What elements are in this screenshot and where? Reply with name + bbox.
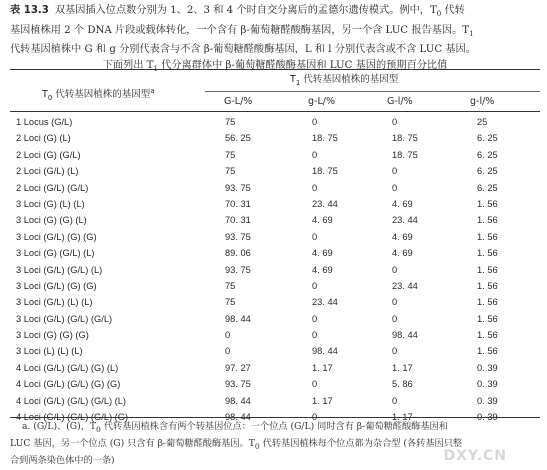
table-row: [10, 262, 540, 278]
percent-cell: 0: [312, 117, 318, 127]
percent-cell: 1. 17: [392, 412, 413, 423]
percent-cell: 4. 69: [312, 264, 333, 275]
genotype-cell: 4 Loci (G/L) (G/L) (G/L) (L): [16, 395, 127, 406]
footnote-line1-sub: 0: [96, 424, 101, 434]
percent-cell: 98. 44: [225, 313, 251, 324]
genotype-cell: 3 Loci (G/L) (G/L) (G/L): [16, 313, 113, 324]
percent-cell: 0. 39: [477, 379, 498, 390]
percent-cell: 0: [392, 166, 398, 177]
percent-cell: 4. 69: [392, 198, 413, 209]
table-row: [10, 393, 540, 409]
genotype-cell: 4 Loci (G/L) (G/L) (G) (L): [16, 362, 119, 373]
genotype-cell: 3 Loci (G) (L) (L): [16, 198, 85, 209]
percent-cell: 1. 56: [477, 198, 498, 209]
percent-cell: 0: [392, 395, 398, 406]
table-top-rule: [10, 69, 540, 70]
caption-line1-end: 代转: [441, 5, 465, 16]
table-row: [10, 229, 540, 245]
percent-cell: 75: [225, 166, 236, 177]
genotype-cell: 2 Loci (G/L) (G/L): [16, 182, 89, 193]
percent-cell: 6. 25: [477, 149, 498, 160]
genotype-cell: 3 Loci (G) (G) (G): [16, 330, 89, 341]
percent-cell: 18. 75: [312, 133, 338, 144]
genotype-cell: 4 Loci (G/L) (G/L) (G) (G): [16, 379, 121, 390]
percent-cell: 18. 75: [392, 133, 418, 144]
genotype-cell: 3 Loci (L) (L) (L): [16, 346, 83, 357]
table-number: 表 13.3: [10, 5, 49, 16]
percent-cell: 0: [225, 346, 231, 357]
percent-cell: 97. 27: [225, 362, 251, 373]
percent-cell: 1. 56: [477, 297, 498, 308]
percent-cell: 0. 39: [477, 412, 498, 423]
table-row: [10, 212, 540, 228]
col0-b: 代转基因植株的基因型: [52, 89, 151, 101]
percent-cell: 4. 69: [392, 248, 413, 259]
percent-cell: 98. 44: [392, 330, 418, 341]
caption-line4-a: 下面列出 T: [102, 59, 154, 71]
col-header-gl-lower-g: g-L/%: [308, 96, 335, 107]
percent-cell: 75: [225, 280, 236, 291]
percent-cell: 75: [225, 117, 236, 127]
percent-cell: 1. 56: [477, 280, 498, 291]
table-row: [10, 196, 540, 212]
genotype-cell: 3 Loci (G) (G) (L): [16, 215, 87, 226]
percent-cell: 0: [312, 330, 318, 341]
percent-cell: 6. 25: [477, 166, 498, 177]
percent-cell: 6. 25: [477, 182, 498, 193]
table-row: [10, 294, 540, 310]
percent-cell: 93. 75: [225, 231, 251, 242]
percent-cell: 0. 39: [477, 362, 498, 373]
footnote-line2-b: 代转基因植株每个位点都为杂合型 (各转基因只整: [259, 437, 463, 449]
genotype-cell: 1 Locus (G/L): [16, 117, 73, 127]
percent-cell: 1. 56: [477, 248, 498, 259]
col-header-g-l-lower: g-l/%: [470, 96, 495, 107]
percent-cell: 23. 44: [312, 297, 338, 308]
table-row: [10, 360, 540, 376]
genotype-cell: 3 Loci (G/L) (G) (G): [16, 280, 97, 291]
percent-cell: 6. 25: [477, 133, 498, 144]
footnote-line2-a: LUC 基因，另一个位点 (G) 只含有 β-葡萄糖醛酸酶基因。T: [10, 437, 255, 449]
percent-cell: 18. 75: [392, 149, 418, 160]
genotype-cell: 2 Loci (G) (L): [16, 133, 71, 144]
percent-cell: 0: [392, 117, 398, 127]
percent-cell: 0: [392, 182, 398, 193]
percent-cell: 0: [312, 182, 318, 193]
table-row: [10, 327, 540, 343]
percent-cell: 98. 44: [312, 346, 338, 357]
table-row: [10, 180, 540, 196]
percent-cell: 1. 56: [477, 231, 498, 242]
col-header-g-lower-l: G-l/%: [387, 96, 413, 107]
percent-cell: 23. 44: [392, 215, 418, 226]
percent-cell: 0: [312, 379, 318, 390]
group-b: 代转基因植株的基因型: [300, 74, 399, 85]
percent-cell: 1. 56: [477, 264, 498, 275]
table-row: [10, 278, 540, 294]
caption-line4-sub: 1: [153, 64, 158, 73]
percent-cell: 93. 75: [225, 264, 251, 275]
footnote-line1-b: 代转基因植株含有两个转基因位点：一个位点 (G/L) 同时含有 β-葡萄糖醛酸酶基因和: [100, 421, 448, 432]
percent-cell: 93. 75: [225, 379, 251, 390]
table-bottom-rule: [10, 417, 540, 418]
caption-line2-sub: 1: [469, 29, 474, 38]
table-row: [10, 114, 540, 130]
percent-cell: 0: [312, 231, 318, 242]
percent-cell: 1. 56: [477, 346, 498, 357]
caption-line4: [10, 58, 540, 78]
table-row: [10, 245, 540, 261]
caption-line1-sub: 0: [436, 10, 442, 19]
percent-cell: 98. 44: [225, 412, 251, 423]
percent-cell: 4. 69: [312, 248, 333, 259]
col0-sup: a: [150, 87, 155, 95]
percent-cell: 56. 25: [225, 133, 251, 144]
percent-cell: 0: [312, 412, 318, 423]
table-row: [10, 163, 540, 179]
footnote-line3: 合到两条染色体中的一条): [10, 454, 115, 466]
percent-cell: 0: [392, 313, 398, 324]
footnote-line1: a. (G/L)、(G)，T: [22, 421, 97, 432]
percent-cell: 18. 75: [312, 166, 338, 177]
caption-line2: 基因植株用 2 个 DNA 片段或载体转化，一个含有 β-葡萄糖醛酸酶基因，另一个含 LUC 报告基因。T: [10, 24, 470, 36]
percent-cell: 0: [225, 330, 231, 341]
table-row: [10, 311, 540, 327]
percent-cell: 0: [312, 149, 318, 160]
genotype-cell: 3 Loci (G/L) (L) (L): [16, 297, 93, 308]
genotype-cell: 3 Loci (G/L) (G) (G): [16, 231, 97, 242]
percent-cell: 93. 75: [225, 182, 251, 193]
footnote-line2-sub: 0: [254, 441, 260, 451]
table-row: [10, 343, 540, 359]
genotype-cell: 2 Loci (G) (G/L): [16, 149, 81, 160]
percent-cell: 25: [477, 117, 488, 127]
percent-cell: 23. 44: [392, 280, 418, 291]
col0-a: T: [42, 89, 48, 101]
genotype-column-header: [42, 85, 155, 104]
watermark: DXY.CN: [443, 448, 507, 464]
percent-cell: 5. 86: [392, 379, 413, 390]
percent-cell: 89. 06: [225, 248, 251, 259]
genotype-cell: 4 Loci (G/L) (G/L) (G/L) (G): [16, 412, 129, 423]
percent-cell: 0: [392, 297, 398, 308]
percent-cell: 1. 17: [312, 362, 333, 373]
percent-cell: 23. 44: [312, 198, 338, 209]
percent-cell: 4. 69: [312, 215, 333, 226]
percent-cell: 0: [392, 264, 398, 275]
percent-cell: 75: [225, 149, 236, 160]
percent-cell: 1. 56: [477, 313, 498, 324]
percent-cell: 0: [312, 280, 318, 291]
percent-cell: 1. 17: [392, 362, 413, 373]
group-sub: 1: [295, 78, 301, 87]
group-a: T: [290, 74, 296, 85]
table-row: [10, 376, 540, 392]
table-row: [10, 147, 540, 163]
col-header-g-l: G-L/%: [224, 96, 253, 107]
percent-cell: 1. 56: [477, 330, 498, 341]
percent-cell: 4. 69: [392, 231, 413, 242]
table-row: [10, 130, 540, 146]
caption-line4-b: 代分离群体中 β-葡萄糖醛酸酶基因和 LUC 基因的预期百分比值: [157, 59, 448, 71]
percent-cell: 75: [225, 297, 236, 308]
genotype-cell: 2 Loci (G/L) (L): [16, 166, 79, 177]
genotype-cell: 3 Loci (G) (G/L) (L): [16, 248, 95, 259]
genotype-cell: 3 Loci (G/L) (G/L) (L): [16, 264, 103, 275]
percent-cell: 70. 31: [225, 215, 251, 226]
caption-line1: 双基因插入位点数分别为 1、2、3 和 4 个时自交分离后的孟德尔遗传模式。例中，T: [54, 5, 437, 16]
percent-cell: 1. 17: [312, 395, 333, 406]
group-header-rule: [205, 91, 540, 92]
percent-cell: 98. 44: [225, 395, 251, 406]
header-bottom-rule: [10, 111, 540, 112]
t1-genotype-group-header: [290, 74, 398, 89]
percent-cell: 0: [312, 313, 318, 324]
percent-cell: 0: [392, 346, 398, 357]
table-caption: [10, 3, 540, 77]
percent-cell: 1. 56: [477, 215, 498, 226]
percent-cell: 0. 39: [477, 395, 498, 406]
caption-line3: 代转基因植株中 G 和 g 分别代表含与不含 β-葡萄糖醛酸酶基因，L 和 l 分别代表含或不含 LUC 基因。: [10, 44, 476, 56]
col0-sub: 0: [47, 94, 53, 103]
table-body: [10, 114, 540, 425]
percent-cell: 70. 31: [225, 198, 251, 209]
